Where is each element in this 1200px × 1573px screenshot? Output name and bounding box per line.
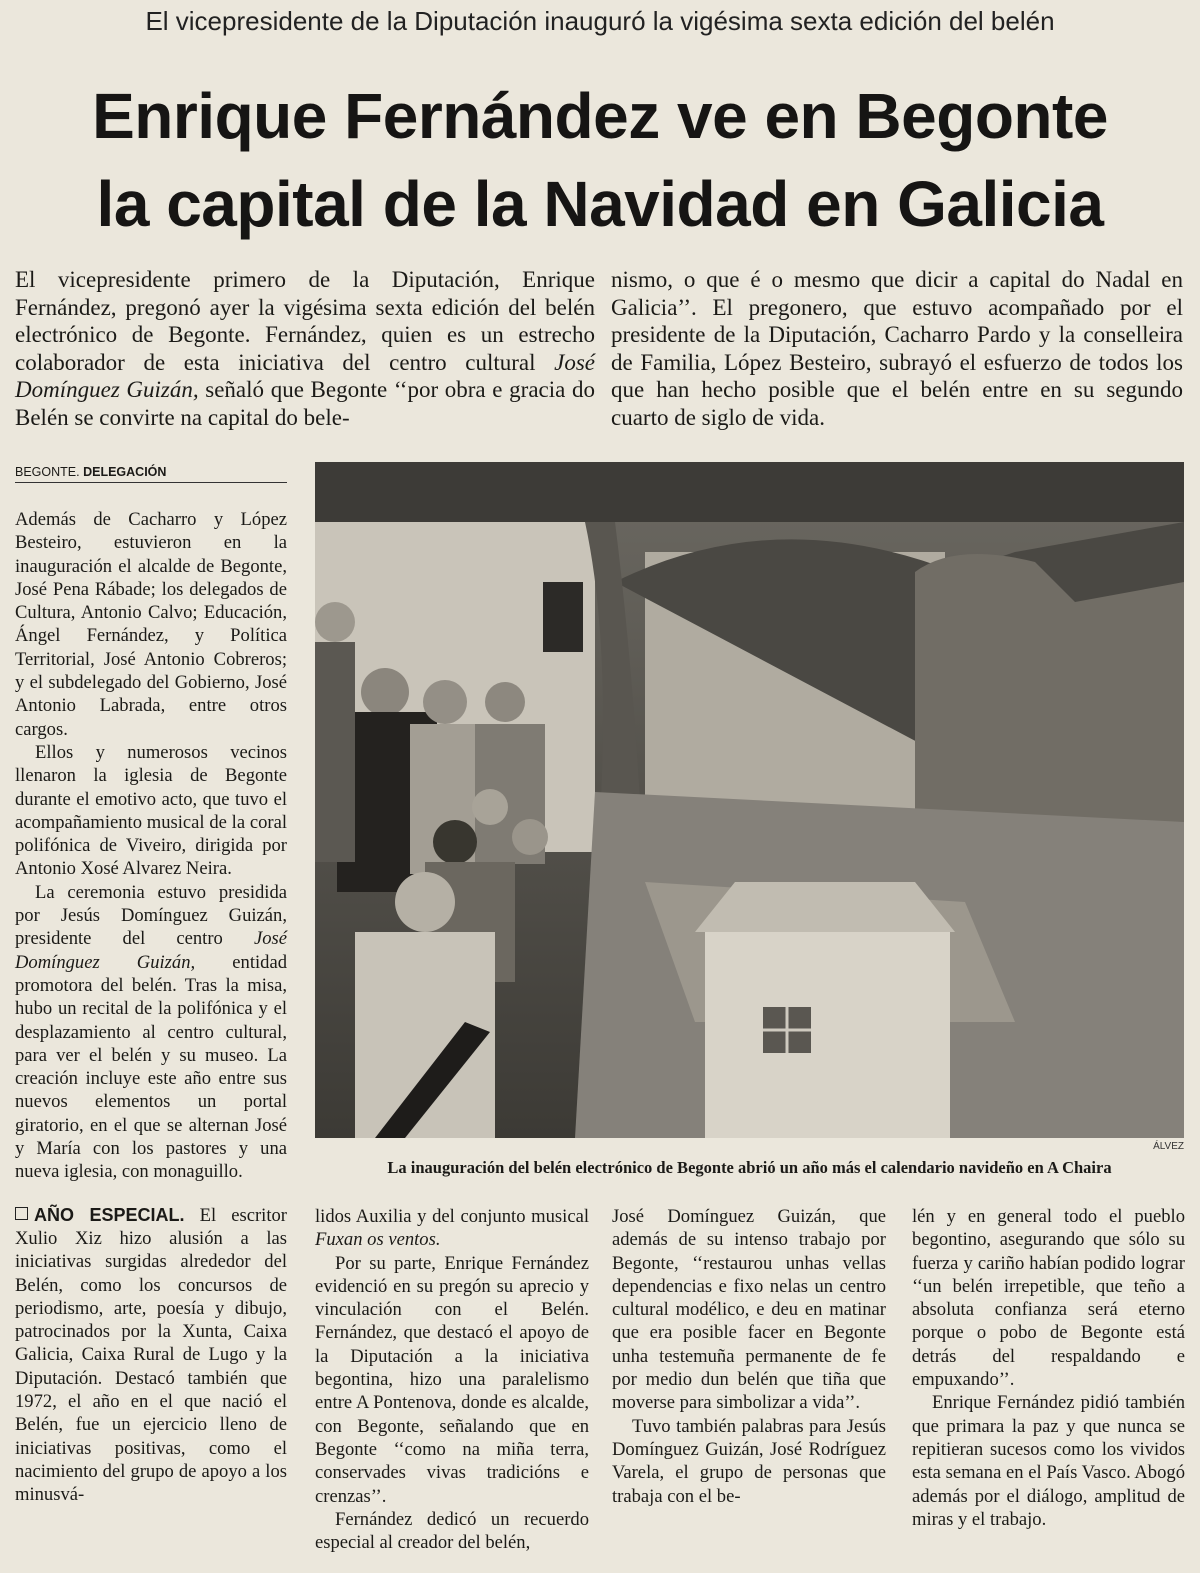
column-3 xyxy=(612,1205,886,1508)
photo-credit: ÁLVEZ xyxy=(1153,1141,1184,1152)
section-head-ano-especial: AÑO ESPECIAL. xyxy=(34,1204,185,1225)
col1-p3-text-a: La ceremonia estuvo presidida por Jesús Domínguez Guizán, presidente del centro xyxy=(15,881,287,950)
photo-caption: La inauguración del belén electrónico de Begonte abrió un año más el calendario navideño en A Chaira xyxy=(387,1158,1112,1177)
col1-p3-center-name: José Domínguez Guizán, xyxy=(15,928,287,973)
headline-line-1: Enrique Fernández ve en Begonte xyxy=(92,80,1108,152)
col1-p3-text-b: entidad promotora del belén. Tras la misa, hubo un recital de la polifónica y el desplazamiento al centro cultural, para ver el belén y su museo. La creación incluye este año entre sus nuevos elementos un portal giratorio, en el que se alternan José y María con los pastores y una nueva iglesia, con monaguillo. xyxy=(15,951,287,1183)
article-kicker: El vicepresidente de la Diputación inauguró la vigésima sexta edición del belén xyxy=(145,6,1055,36)
col4-paragraph-1: lén y en general todo el pueblo begontino, asegurando que sólo su fuerza y cariño habían podido lograr ‘‘un belén irrepetible, que teño a absoluta confianza será eterno porque o pobo de Begonte está detrás del respaldando e empuxando’’. xyxy=(912,1206,1185,1391)
headline-line-2: la capital de la Navidad en Galicia xyxy=(96,168,1104,240)
col2-paragraph-3: Fernández dedicó un recuerdo especial al creador del belén, xyxy=(315,1508,589,1554)
col1-p4-text: El escritor Xulio Xiz hizo alusión a las iniciativas surgidas alrededor del Belén, como los concursos de periodismo, arte, poesía y dibujo, patrocinados por la Xunta, Caixa Galicia, Caixa Rural de Lugo y la Diputación. Destacó también que 1972, el año en el que nació el Belén, fue un ejercicio lleno de iniciativas positivas, como el nacimiento del grupo de apoyo a los minusvá- xyxy=(15,1204,287,1506)
byline xyxy=(15,465,287,483)
news-photo xyxy=(315,462,1184,1138)
byline-place: BEGONTE. xyxy=(15,465,80,479)
column-1 xyxy=(15,508,287,1506)
column-4 xyxy=(912,1205,1185,1531)
col1-paragraph-4 xyxy=(15,1204,287,1507)
col2-paragraph-2: Por su parte, Enrique Fernández evidenció en su pregón su aprecio y vinculación con el Belén. Fernández, que destacó el apoyo de la Diputación a la iniciativa begontina, hizo una paralelismo entre A Pontenova, donde es alcalde, con Begonte, señalando que en Begonte ‘‘como na miña terra, conservades vivas tradicións e crenzas’’. xyxy=(315,1252,589,1507)
col1-paragraph-2: Ellos y numerosos vecinos llenaron la iglesia de Begonte durante el emotivo acto, que tuvo el acompañamiento musical de la coral polifónica de Viveiro, dirigida por Antonio Xosé Alvarez Neira. xyxy=(15,741,287,880)
lede-left-text-1: El vicepresidente primero de la Diputación, Enrique Fernández, pregonó ayer la vigésima sexta edición del belén electrónico de Begonte. Fernández, quien es un estrecho colaborador de esta iniciativa del centro cultural xyxy=(15,267,595,375)
col2-paragraph-1 xyxy=(315,1205,589,1252)
lede-left xyxy=(15,266,595,432)
col3-paragraph-2: Tuvo también palabras para Jesús Domínguez Guizán, José Rodríguez Varela, el grupo de personas que trabaja con el be- xyxy=(612,1415,886,1507)
col1-paragraph-1: Además de Cacharro y López Besteiro, estuvieron en la inauguración el alcalde de Begonte, José Pena Rábade; los delegados de Cultura, Antonio Calvo; Educación, Ángel Fernández, y Política Territorial, José Antonio Cobreros; y el subdelegado del Gobierno, José Antonio Labrada, entre otros cargos. xyxy=(15,509,287,740)
col4-paragraph-2: Enrique Fernández pidió también que primara la paz y que nunca se repitieran sucesos como los vividos esta semana en el País Vasco. Abogó además por el diálogo, amplitud de miras y el trabajo. xyxy=(912,1392,1185,1530)
byline-author: DELEGACIÓN xyxy=(83,465,167,479)
col2-p1-band-name: Fuxan os ventos. xyxy=(315,1229,441,1251)
photo-belen-inauguration xyxy=(315,462,1184,1138)
lede-right: nismo, o que é o mesmo que dicir a capital do Nadal en Galicia’’. El pregonero, que estuvo acompañado por el presidente de la Diputación, Cacharro Pardo y la conselleira de Familia, López Besteiro, subrayó el esfuerzo de todos los que han hecho posible que el belén entre en su segundo cuarto de siglo de vida. xyxy=(611,267,1183,430)
column-2 xyxy=(315,1205,589,1554)
lede-left-center-name: José Domínguez Guizán, xyxy=(15,349,595,403)
col1-paragraph-3 xyxy=(15,881,287,1184)
col2-p1-text: lidos Auxilia y del conjunto musical xyxy=(315,1206,589,1227)
lede-left-text-2: señaló que Begonte ‘‘por obra e gracia do Belén se convirte na capital do bele- xyxy=(15,377,595,430)
square-bullet-icon xyxy=(15,1207,28,1220)
col3-paragraph-1: José Domínguez Guizán, que además de su intenso trabajo por Begonte, ‘‘restaurou unhas vellas dependencias e fixo nelas un centro cultural modélico, e deu en matinar que era posible facer en Begonte unha testemuña permanente de fe por medio dun belén que tiña que moverse para simbolizar a vida’’. xyxy=(612,1206,886,1414)
article-headline xyxy=(0,72,1200,248)
